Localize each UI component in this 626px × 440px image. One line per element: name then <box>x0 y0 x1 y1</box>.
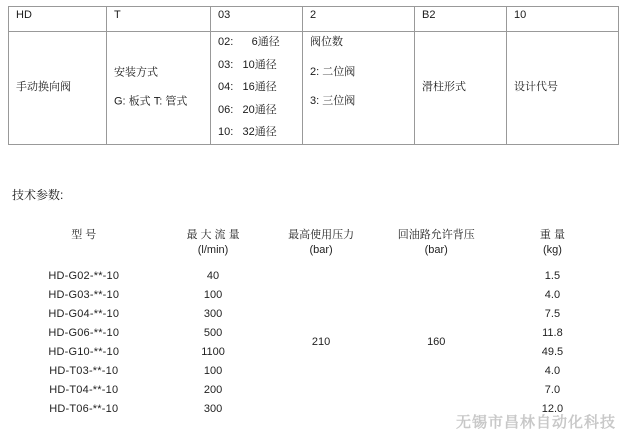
row-model: HD-G03-**-10 <box>48 288 120 301</box>
product-name-text: 手动换向阀 <box>16 81 71 94</box>
row-flow: 40 <box>206 269 220 282</box>
params-header-backpressure-line1: 回油路允许背压 <box>397 229 475 241</box>
row-model: HD-G04-**-10 <box>48 307 120 320</box>
row-weight: 12.0 <box>541 402 564 415</box>
merged-pressure: 210 <box>311 336 331 348</box>
cell-size-options <box>211 32 303 145</box>
spool-type-text: 滑柱形式 <box>422 81 466 94</box>
params-header-pressure-line1: 最高使用压力 <box>288 229 355 241</box>
mount-options: G: 板式 T: 管式 <box>114 95 188 108</box>
table-row <box>8 266 608 285</box>
row-flow: 200 <box>203 383 223 396</box>
row-weight: 1.5 <box>544 269 561 282</box>
watermark: 无锡市昌林自动化科技 <box>455 414 616 431</box>
row-flow: 500 <box>203 326 223 339</box>
table-header-row <box>9 7 619 32</box>
header-cell-size: 03 <box>211 7 303 32</box>
cell-product-name <box>9 32 107 145</box>
row-weight: 49.5 <box>541 345 564 358</box>
table-body-row <box>9 32 619 145</box>
cell-mount-type <box>107 32 211 145</box>
params-header-pressure-line2: (bar) <box>309 243 333 256</box>
size-option-10: 10: 32通径 <box>218 126 277 139</box>
row-weight: 11.8 <box>542 326 563 339</box>
row-model: HD-G10-**-10 <box>48 345 120 358</box>
params-header-backpressure-line2: (bar) <box>424 243 448 256</box>
row-weight: 7.0 <box>544 383 561 396</box>
params-header-weight <box>497 228 608 266</box>
row-weight: 7.5 <box>544 307 561 320</box>
row-model: HD-T03-**-10 <box>49 364 119 377</box>
tech-params-title: 技术参数: <box>12 188 64 202</box>
row-flow: 300 <box>203 402 223 415</box>
position-option-3: 3: 三位阀 <box>310 95 356 108</box>
row-flow: 1100 <box>201 345 225 358</box>
mount-title: 安装方式 <box>114 66 158 79</box>
header-cell-t: T <box>107 7 211 32</box>
row-weight: 4.0 <box>544 364 561 377</box>
cell-position-options <box>303 32 415 145</box>
size-option-03: 03: 10通径 <box>218 58 277 71</box>
design-code-text: 设计代号 <box>514 81 558 94</box>
params-header-pressure <box>267 228 376 266</box>
merged-backpressure: 160 <box>427 336 446 348</box>
params-header-model <box>8 228 160 266</box>
row-flow: 300 <box>203 307 223 320</box>
row-model: HD-T04-**-10 <box>49 383 119 396</box>
size-option-06: 06: 20通径 <box>218 103 277 116</box>
row-weight: 4.0 <box>544 288 561 301</box>
header-cell-hd: HD <box>9 7 107 32</box>
row-model: HD-T06-**-10 <box>49 402 119 415</box>
header-cell-position: 2 <box>303 7 415 32</box>
params-header-weight-line2: (kg) <box>542 243 562 256</box>
cell-spool-type <box>415 32 507 145</box>
row-flow: 100 <box>203 288 223 301</box>
model-code-table <box>8 6 619 145</box>
size-option-04: 04: 16通径 <box>218 81 277 94</box>
row-model: HD-G06-**-10 <box>48 326 120 339</box>
params-header-model-line1: 型 号 <box>71 229 97 241</box>
tech-params-table <box>8 228 608 418</box>
cell-design-code <box>507 32 619 145</box>
row-model: HD-G02-**-10 <box>48 269 120 282</box>
params-header-weight-line1: 重 量 <box>539 229 565 241</box>
position-title: 阀位数 <box>310 36 343 48</box>
position-option-2: 2: 二位阀 <box>310 65 356 78</box>
size-option-02: 02: 6通径 <box>218 36 280 48</box>
params-header-flow <box>160 228 267 266</box>
params-header-flow-line2: (l/min) <box>197 243 229 256</box>
params-header-flow-line1: 最 大 流 量 <box>186 229 240 241</box>
params-header-backpressure <box>376 228 497 266</box>
row-flow: 100 <box>203 364 223 377</box>
header-cell-spool: B2 <box>415 7 507 32</box>
params-header-row <box>8 228 608 266</box>
header-cell-design: 10 <box>507 7 619 32</box>
